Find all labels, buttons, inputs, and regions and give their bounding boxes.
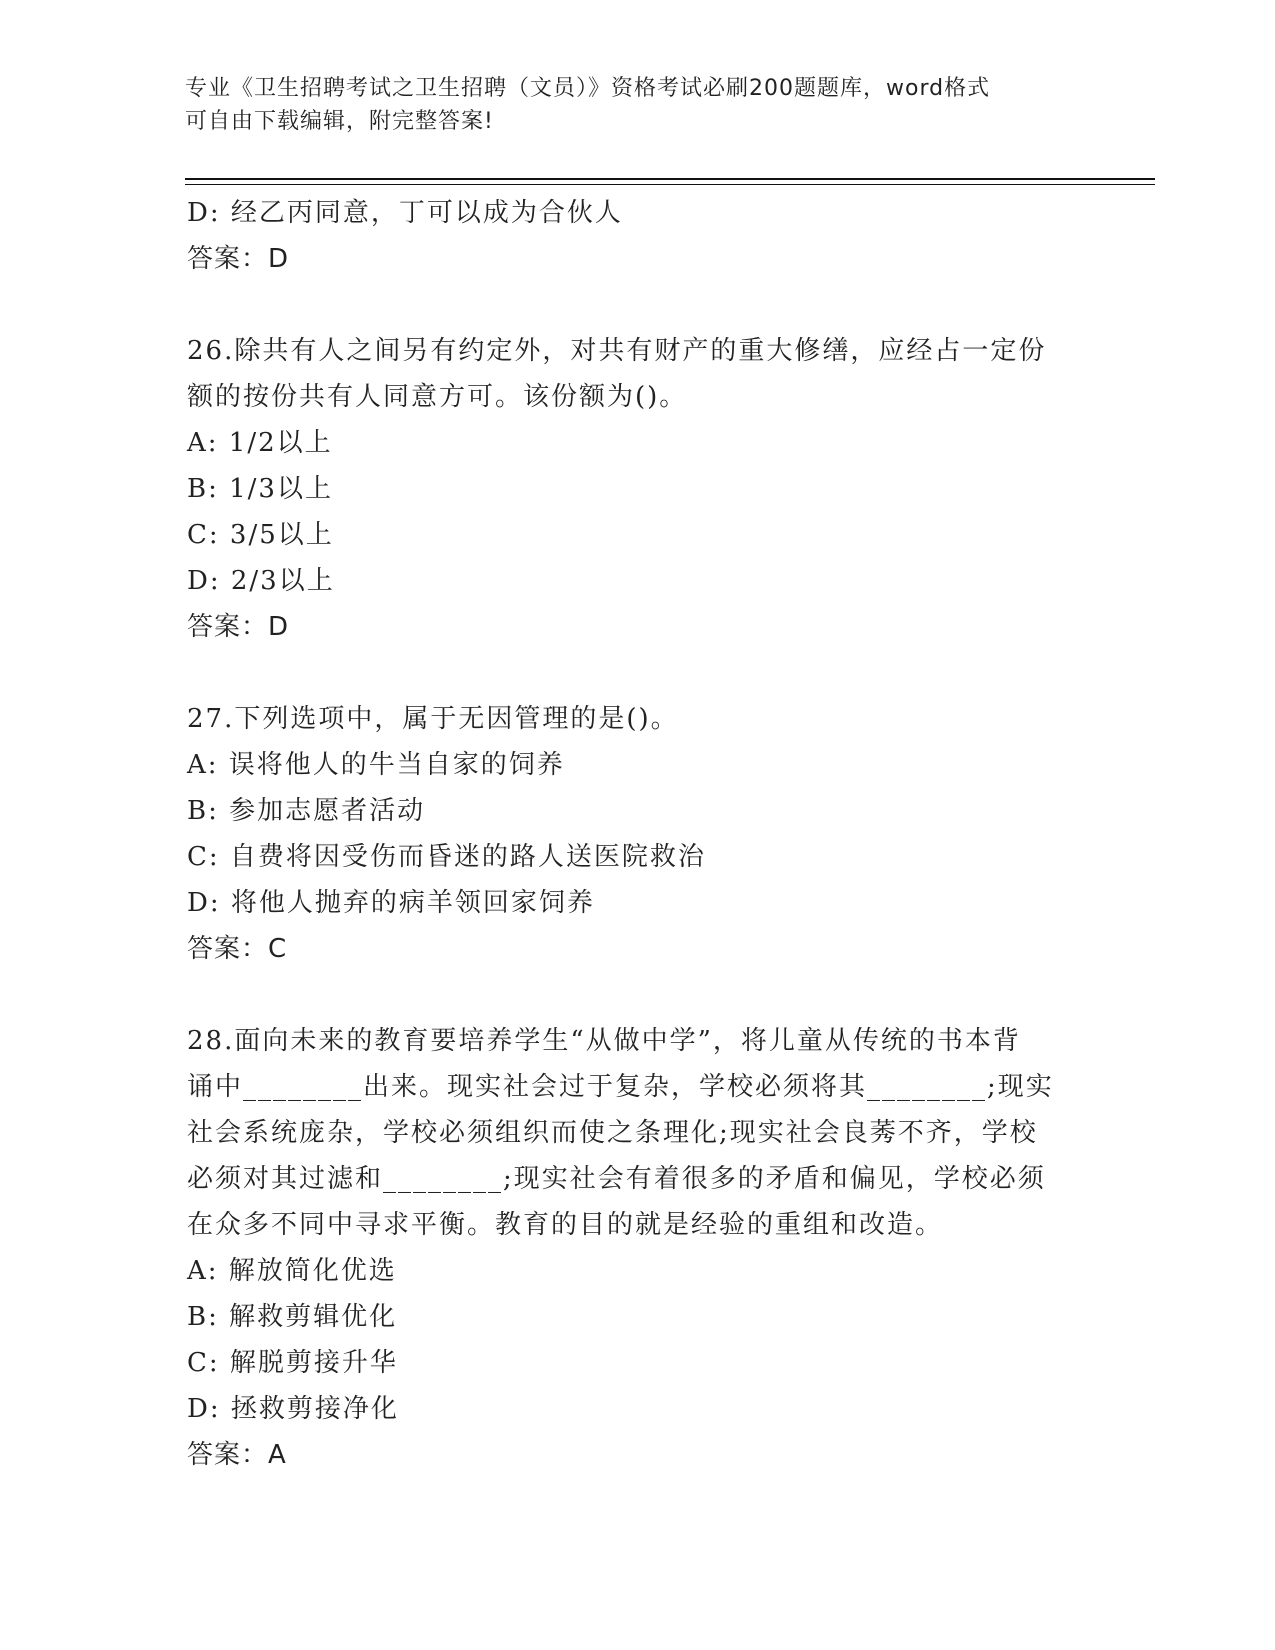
- header-divider-thick: [185, 178, 1155, 180]
- option-a: A: 解放简化优选: [187, 1256, 397, 1286]
- question-stem-line: 28.面向未来的教育要培养学生“从做中学”，将儿童从传统的书本背: [187, 1026, 1021, 1056]
- question-stem-line: 额的按份共有人同意方可。该份额为()。: [187, 382, 688, 412]
- option-a: A: 误将他人的牛当自家的饲养: [187, 750, 565, 780]
- option-a: A: 1/2以上: [187, 428, 333, 458]
- document-body: [187, 190, 1087, 1478]
- previous-question-tail: [187, 190, 1087, 282]
- question-27: [187, 696, 1087, 972]
- option-b: B: 参加志愿者活动: [187, 796, 426, 826]
- header-line-2: 可自由下载编辑，附完整答案!: [185, 109, 494, 134]
- answer-line: 答案：A: [187, 1440, 287, 1470]
- document-header: [185, 72, 1065, 138]
- option-d: D: 2/3以上: [187, 566, 335, 596]
- question-stem-line: 27.下列选项中，属于无因管理的是()。: [187, 704, 679, 734]
- answer-line: 答案：D: [187, 244, 290, 274]
- question-stem-line: 诵中________出来。现实社会过于复杂，学校必须将其________;现实: [187, 1072, 1054, 1102]
- option-c: C: 自费将因受伤而昏迷的路人送医院救治: [187, 842, 706, 872]
- question-28: [187, 1018, 1087, 1478]
- option-d: D: 经乙丙同意，丁可以成为合伙人: [187, 198, 623, 228]
- spacer: [187, 972, 1087, 1018]
- question-stem-line: 26.除共有人之间另有约定外，对共有财产的重大修缮，应经占一定份: [187, 336, 1047, 366]
- header-divider-thin: [185, 184, 1155, 185]
- question-26: [187, 328, 1087, 650]
- option-b: B: 1/3以上: [187, 474, 333, 504]
- header-line-1: 专业《卫生招聘考试之卫生招聘（文员）》资格考试必刷200题题库，word格式: [185, 76, 991, 101]
- option-c: C: 解脱剪接升华: [187, 1348, 398, 1378]
- question-stem-line: 在众多不同中寻求平衡。教育的目的就是经验的重组和改造。: [187, 1210, 944, 1240]
- option-b: B: 解救剪辑优化: [187, 1302, 398, 1332]
- answer-line: 答案：C: [187, 934, 288, 964]
- option-d: D: 将他人抛弃的病羊领回家饲养: [187, 888, 595, 918]
- option-d: D: 拯救剪接净化: [187, 1394, 399, 1424]
- option-c: C: 3/5以上: [187, 520, 334, 550]
- answer-line: 答案：D: [187, 612, 290, 642]
- spacer: [187, 650, 1087, 696]
- question-stem-line: 必须对其过滤和________;现实社会有着很多的矛盾和偏见，学校必须: [187, 1164, 1046, 1194]
- question-stem-line: 社会系统庞杂，学校必须组织而使之条理化;现实社会良莠不齐，学校: [187, 1118, 1038, 1148]
- spacer: [187, 282, 1087, 328]
